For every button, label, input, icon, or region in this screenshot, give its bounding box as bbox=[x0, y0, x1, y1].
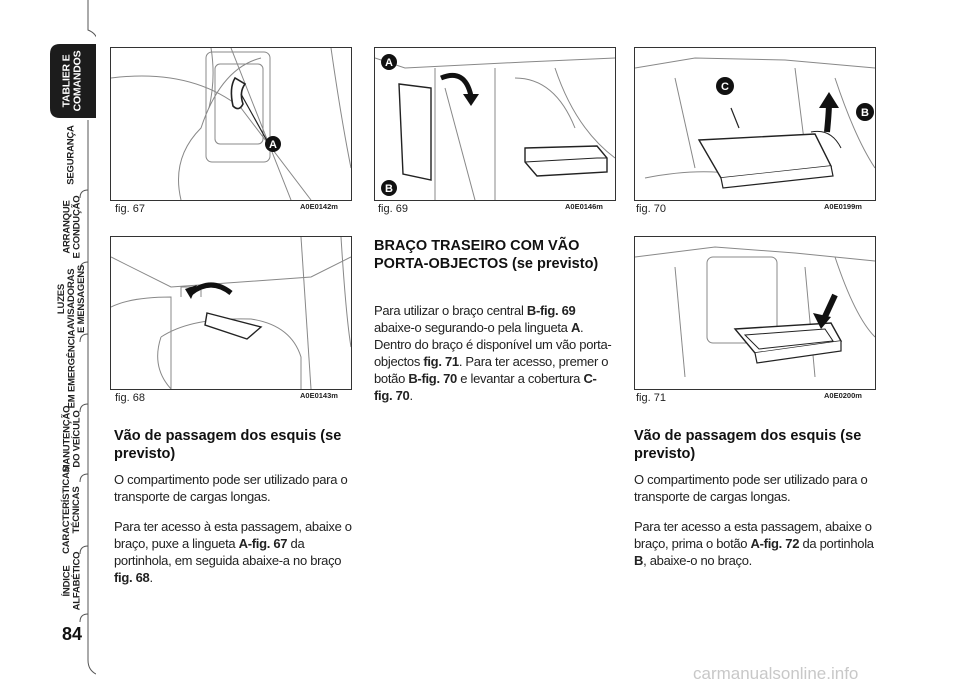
svg-text:C: C bbox=[721, 81, 729, 93]
text-run: . bbox=[409, 388, 413, 403]
ski-pass-door-illustration bbox=[111, 237, 351, 389]
tab-label: CARACTERÍSTICAS TÉCNICAS bbox=[61, 466, 82, 554]
tab-label: TABLIER E COMANDOS bbox=[60, 50, 84, 112]
text-run: . Dentro do braço é disponível um vão porta-objectos bbox=[374, 320, 612, 369]
figure-67-caption: fig. 67 bbox=[115, 203, 145, 215]
figure-reference: A-fig. 67 bbox=[238, 536, 288, 551]
text-run: da portinhola, em seguida abaixe-a no braço bbox=[114, 536, 342, 568]
armrest-storage-lid-illustration bbox=[635, 48, 875, 200]
heading-ski-pass-left: Vão de passagem dos esquis (se previsto) bbox=[114, 428, 342, 462]
figure-reference: A bbox=[570, 320, 581, 335]
figure-reference: C-fig. 70 bbox=[374, 371, 597, 403]
tab-caracteristicas[interactable] bbox=[52, 466, 92, 554]
paragraph-ski-pass-left-2 bbox=[114, 518, 354, 586]
tab-luzes-avisadoras[interactable] bbox=[52, 266, 92, 332]
figure-69-caption: fig. 69 bbox=[378, 203, 408, 215]
storage-compartment-illustration bbox=[635, 237, 875, 389]
page-number: 84 bbox=[61, 624, 83, 644]
figure-69-code: A0E0146m bbox=[565, 202, 603, 211]
figure-reference: B-fig. 69 bbox=[526, 303, 576, 318]
figure-70-code: A0E0199m bbox=[824, 202, 862, 211]
text-run: . bbox=[149, 570, 153, 585]
figure-reference: A-fig. 72 bbox=[750, 536, 800, 551]
text-run: abaixe-o segurando-o pela lingueta bbox=[374, 320, 571, 335]
tab-arranque-conducao[interactable] bbox=[52, 194, 92, 260]
figure-71 bbox=[634, 236, 876, 390]
svg-text:A: A bbox=[269, 139, 277, 151]
text-run: . Para ter acesso, premer o botão bbox=[374, 354, 609, 386]
rear-armrest-illustration bbox=[375, 48, 615, 200]
tab-seguranca[interactable] bbox=[52, 122, 92, 188]
armrest-pull-tab-illustration bbox=[111, 48, 351, 200]
paragraph-ski-pass-right-1: O compartimento pode ser utilizado para o transporte de cargas longas. bbox=[634, 472, 868, 504]
figure-reference: B bbox=[634, 553, 644, 568]
tab-label: LUZES AVISADORAS E MENSAGENS bbox=[56, 264, 88, 334]
heading-rear-armrest: BRAÇO TRASEIRO COM VÃO PORTA-OBJECTOS (se previsto) bbox=[374, 238, 599, 272]
figure-reference: fig. 71 bbox=[423, 354, 459, 369]
tab-label: SEGURANÇA bbox=[66, 125, 77, 185]
text-run: Para utilizar o braço central bbox=[374, 303, 527, 318]
figure-reference: fig. 68 bbox=[114, 570, 150, 585]
text-run: e levantar a cobertura bbox=[456, 371, 584, 386]
tab-label: MANUTENÇÃO DO VEÍCULO bbox=[61, 405, 83, 473]
figure-70 bbox=[634, 47, 876, 201]
text-run: Para ter acesso a esta passagem, abaixe o braço, prima o botão bbox=[634, 519, 872, 551]
section-tabs bbox=[0, 0, 96, 689]
tab-label: ARRANQUE E CONDUÇÃO bbox=[61, 195, 83, 259]
paragraph-rear-armrest bbox=[374, 302, 614, 404]
figure-70-caption: fig. 70 bbox=[636, 203, 666, 215]
heading-ski-pass-right: Vão de passagem dos esquis (se previsto) bbox=[634, 428, 862, 462]
figure-68 bbox=[110, 236, 352, 390]
text-run: Para ter acesso à esta passagem, abaixe o braço, puxe a lingueta bbox=[114, 519, 352, 551]
text-run: da portinhola bbox=[799, 536, 874, 551]
figure-69 bbox=[374, 47, 616, 201]
watermark: carmanualsonline.info bbox=[693, 664, 859, 683]
tab-em-emergencia[interactable] bbox=[52, 329, 92, 409]
tab-indice[interactable] bbox=[52, 548, 92, 614]
figure-67 bbox=[110, 47, 352, 201]
text-run: , abaixe-o no braço. bbox=[643, 553, 752, 568]
paragraph-ski-pass-right-2 bbox=[634, 518, 874, 569]
figure-reference: B-fig. 70 bbox=[408, 371, 457, 386]
tab-label: EM EMERGÊNCIA bbox=[66, 329, 77, 409]
figure-68-caption: fig. 68 bbox=[115, 392, 145, 404]
figure-71-code: A0E0200m bbox=[824, 391, 862, 400]
tab-manutencao[interactable] bbox=[52, 406, 92, 472]
paragraph-ski-pass-left-1: O compartimento pode ser utilizado para o transporte de cargas longas. bbox=[114, 472, 348, 504]
figure-67-code: A0E0142m bbox=[300, 202, 338, 211]
svg-text:B: B bbox=[861, 107, 869, 119]
figure-68-code: A0E0143m bbox=[300, 391, 338, 400]
tab-label: ÍNDICE ALFABÉTICO bbox=[61, 551, 83, 611]
svg-text:A: A bbox=[385, 57, 393, 69]
tab-tablier-comandos[interactable] bbox=[52, 48, 92, 114]
svg-text:B: B bbox=[385, 183, 393, 195]
figure-71-caption: fig. 71 bbox=[636, 392, 666, 404]
